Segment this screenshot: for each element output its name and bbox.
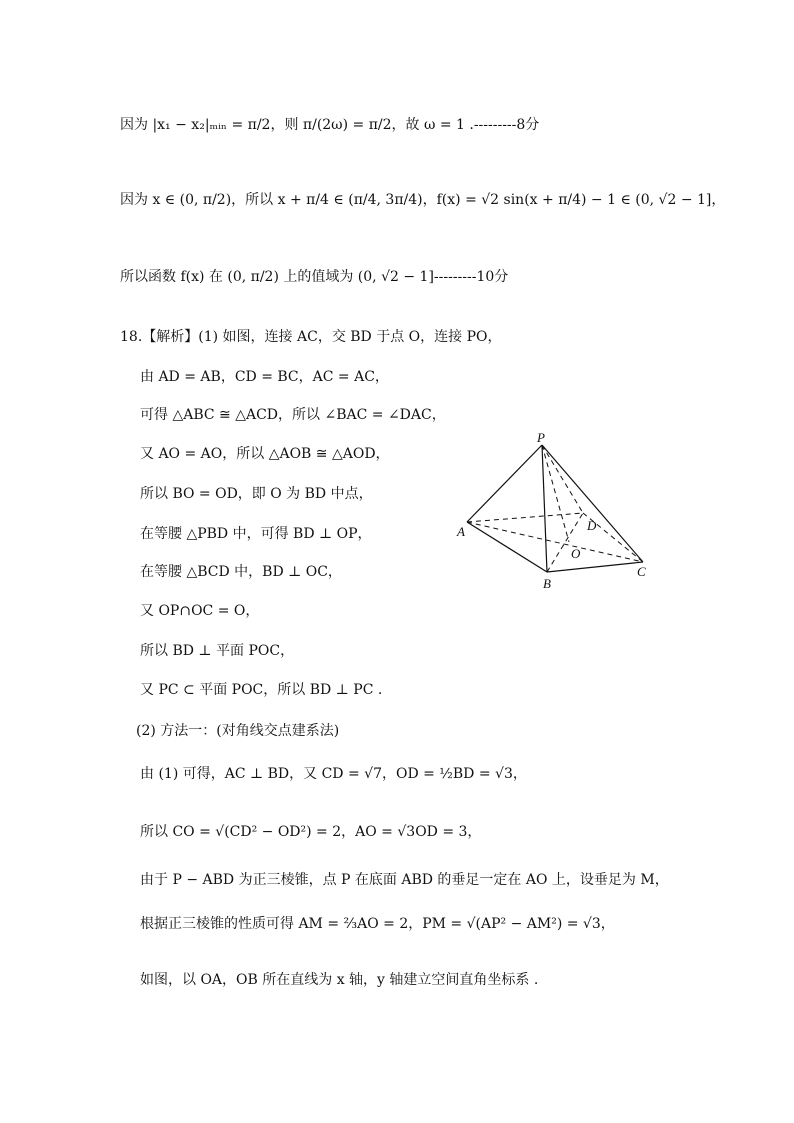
solution-line: 因为 x ∈ (0, π/2)，所以 x + π/4 ∈ (π/4, 3π/4)，f(x) = √2 sin(x + π/4) − 1 ∈ (0, √2 − 1]， — [120, 192, 726, 208]
solution-line: 所以函数 f(x) 在 (0, π/2) 上的值域为 (0, √2 − 1]---------10分 — [120, 269, 509, 285]
vertex-label-a: A — [457, 524, 465, 539]
solution-line: 可得 △ABC ≅ △ACD，所以 ∠BAC = ∠DAC， — [140, 407, 446, 423]
solution-line: 所以 CO = √(CD² − OD²) = 2，AO = √3OD = 3， — [140, 824, 482, 840]
solution-line: 又 AO = AO，所以 △AOB ≅ △AOD， — [140, 446, 390, 462]
solution-line: 所以 BO = OD，即 O 为 BD 中点， — [140, 486, 373, 502]
solution-line: 又 PC ⊂ 平面 POC，所以 BD ⊥ PC . — [140, 682, 383, 698]
solution-line: 因为 |x₁ − x₂|ₘᵢₙ = π/2，则 π/(2ω) = π/2，故 ω = 1 .---------8分 — [120, 117, 540, 133]
vertex-label-p: P — [537, 430, 545, 445]
solution-line: 由 (1) 可得，AC ⊥ BD，又 CD = √7，OD = ½BD = √3， — [140, 766, 527, 782]
vertex-label-o: O — [571, 546, 581, 561]
vertex-label-b: B — [543, 576, 551, 591]
solution-line: 在等腰 △BCD 中，BD ⊥ OC， — [140, 564, 342, 580]
vertex-label-c: C — [637, 564, 646, 579]
solution-line: 在等腰 △PBD 中，可得 BD ⊥ OP， — [140, 526, 372, 542]
solution-line: 所以 BD ⊥ 平面 POC， — [140, 643, 295, 659]
solution-line: 由 AD = AB，CD = BC，AC = AC， — [140, 369, 389, 385]
solution-subheading: (2) 方法一：(对角线交点建系法) — [136, 723, 340, 739]
vertex-label-d: D — [587, 518, 597, 533]
solution-line: 根据正三棱锥的性质可得 AM = ⅔AO = 2，PM = √(AP² − AM²) = √3， — [140, 916, 615, 932]
solution-line: 又 OP∩OC = O， — [140, 603, 260, 619]
problem-heading: 18.【解析】(1) 如图，连接 AC，交 BD 于点 O，连接 PO， — [120, 329, 502, 345]
pyramid-figure — [455, 430, 660, 595]
solution-line: 由于 P − ABD 为正三棱锥，点 P 在底面 ABD 的垂足一定在 AO 上，设垂足为 M， — [140, 872, 669, 888]
solution-line: 如图，以 OA，OB 所在直线为 x 轴，y 轴建立空间直角坐标系 . — [140, 972, 539, 988]
